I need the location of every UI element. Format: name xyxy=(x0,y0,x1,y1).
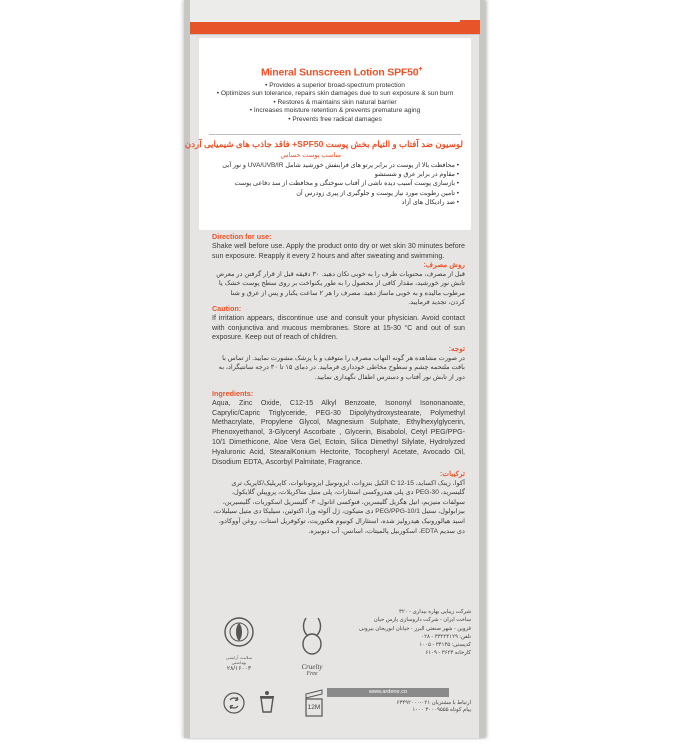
caution-heading: Caution: xyxy=(212,304,242,313)
address-line: کارخانه ۳۶۲۳ - ۶۱۰۹ xyxy=(425,650,471,657)
benefit-item-fa: • بازسازی پوست آسیب دیده ناشی از آفتاب سوختگی و محافظت از سد دفاعی پوست xyxy=(234,180,459,188)
address-line: شرکت زیبایی بهاره بیداری - ۳۲۰ xyxy=(398,609,471,615)
box-left-edge xyxy=(184,0,190,738)
ingredients-text-fa: آکوا، زینک اکساید، C 12-15 الکیل بنزوات، ایزونونیل ایزونونانوات، کاپریلیک/کاپریک تری گلیسرید، PEG-30 دی پلی هیدروکسی استئارات، پلی متیل متاکریلات، پروپیلن گلایکول، سولفات منیزیم، اتیل هگزیل گلیسرین، فنوکسی اتانول، ۳- گلیسریل اسکوربات، گلیسیرین، بیزابولول، ستیل PEG/PPG-10/1 دی متیکون، ژل آلوئه ورا، اکتوئین، سیلیکا دی متیل سیلیلات، اسید هیالورونیک هیدرولیز شده، استئارال کونیوم هکتوریت، توکوفریل استات، روغن آووکادو، دی سدیم EDTA، اسکوربیل پالمیتات، اسانس، آب دیونیزه. xyxy=(213,479,465,535)
open-jar-icon xyxy=(303,688,325,718)
directions-heading: Direction for use: xyxy=(212,232,272,241)
product-title-sup: + xyxy=(418,66,423,73)
product-title xyxy=(261,66,471,79)
manufacturer-address xyxy=(341,608,471,658)
trash-bin-icon xyxy=(257,690,277,716)
ingredients-section xyxy=(212,389,465,467)
directions-section xyxy=(212,232,465,261)
free-label: Free xyxy=(306,671,318,677)
bunny-icon xyxy=(289,614,335,658)
benefit-list-fa xyxy=(205,161,459,207)
divider xyxy=(209,134,461,135)
address-line: قزوین - شهر صنعتی البرز - خیابان ابوریحان بیرونی xyxy=(359,625,471,632)
address-line: ساخت ایران - شرکت داروسازی پارس حیان xyxy=(373,617,471,624)
manufacturer-area xyxy=(199,600,471,726)
ingredients-text: Aqua, Zinc Oxide, C12-15 Alkyl Benzoate, Isononyl Isononanoate, Caprylic/Capric Triglyceride, PEG-30 Dipolyhydroxystearate, Polymethyl Methacrylate, Propylene Glycol, Magnesium Sulphate, Ethylhexylglycerin, Phenoxyethanol, 3-Glyceryl Ascorbate , Glycerin, Bisabolol, Cetyl PEG/PPG-10/1 Dimethicone, Aloe Vera Gel, Ectoin, Silica Dimethyl Silylate, Hydrolyzed Hyaluronic Acid, StearalKonium Hectorite, Tocopheryl Acetate, Avocado Oil, Disodium EDTA, Ascorbyl Palmitate, Fragrance. xyxy=(212,398,465,466)
box-right-edge xyxy=(479,0,485,738)
health-seal xyxy=(219,614,259,672)
contact-line: پیام کوتاه ۳۰۰۰۹۵۵۵ ۱۰۰۰ xyxy=(412,707,471,714)
product-title-text: Mineral Sunscreen Lotion SPF50 xyxy=(261,66,419,79)
benefit-list xyxy=(199,82,471,124)
orange-corner xyxy=(460,20,480,34)
recycle-symbol xyxy=(223,692,245,719)
ingredients-heading-fa: ترکیبات: xyxy=(439,469,465,478)
ingredients-section-fa xyxy=(212,469,465,536)
box-top-flap xyxy=(190,0,480,35)
seal-caption: سلامت آرایشی بهداشتی xyxy=(225,655,253,665)
product-title-fa: لوسیون ضد آفتاب و التیام بخش پوست SPF50+ فاقد جاذب های شیمیایی آردن xyxy=(184,139,463,149)
benefit-item-fa: • مقاوم در برابر عرق و شستشو xyxy=(374,171,459,179)
directions-text: Shake well before use. Apply the product onto dry or wet skin 30 minutes before sun exposure. Reapply it every 2 hours and after sweating and swimming. xyxy=(212,241,465,260)
ingredients-heading: Ingredients: xyxy=(212,389,254,398)
caution-heading-fa: توجه: xyxy=(448,344,465,353)
benefit-item: • Increases moisture retention & prevents premature aging xyxy=(249,107,421,115)
caution-section-fa xyxy=(212,344,465,382)
benefit-item-fa: • تامین رطوبت مورد نیاز پوست و جلوگیری از پیری زودرس آن xyxy=(296,189,459,197)
directions-section-fa xyxy=(212,260,465,308)
directions-heading-fa: روش مصرف: xyxy=(423,260,465,269)
product-subtitle-fa: مناسب پوست حساس xyxy=(280,152,341,159)
benefit-item-fa: • محافظت بالا از پوست در برابر پرتو های فرابنفش خورشید شامل UVA/UVB/IR و نور آبی xyxy=(222,162,459,169)
recycle-icon xyxy=(223,692,245,714)
benefit-item: • Optimizes sun tolerance, repairs skin damages due to sun exposure & sun burn xyxy=(216,90,454,98)
contact-line: ارتباط با مشتریان ۰۲۱-۶۳۴۹۲۰۰۰ xyxy=(396,700,471,706)
health-seal-icon xyxy=(219,614,259,650)
cruelty-label: Cruelty xyxy=(301,663,323,671)
benefit-item: • Provides a superior broad-spectrum protection xyxy=(265,82,405,89)
pao-label: 12M xyxy=(307,704,321,711)
address-line: تلفن: ۳۳۲۲۴۱۲۹ - ۰۲۸ xyxy=(421,633,471,640)
caution-section xyxy=(212,304,465,343)
address-line: کدپستی: ۳۴۱۳۵ - ۱۰۰۵ xyxy=(419,642,471,649)
caution-text-fa: در صورت مشاهده هر گونه التهاب مصرف را متوقف و با پزشک مشورت نمایید. از تماس با بافت ملتحمه چشم و سطوح مخاطی خودداری فرمایید. در دمای ۱۵ تا ۳۰ درجه سانتیگراد، به دور از تابش نور آفتاب و دسترس اطفال نگهداری نمایید. xyxy=(218,354,465,381)
directions-text-fa: قبل از مصرف، محتویات ظرف را به خوبی تکان دهید. ۳۰ دقیقه قبل از قرار گرفتن در معرض تابش نور خورشید، مقدار کافی از محصول را به طور یکنواخت بر روی سطح پوست خشک یا مرطوب مالیده و به خوبی ماساژ دهید. مصرف را هر ۲ ساعت یکبار و پس از عرق و شنا کردن، تجدید فرمایید. xyxy=(216,270,465,307)
seal-number: ۲۸/۱۶۰۰۳ xyxy=(226,666,252,672)
benefit-item: • Restores & maintains skin natural barrier xyxy=(273,98,397,106)
orange-band xyxy=(190,22,480,34)
benefit-item: • Prevents free radical damages xyxy=(288,115,382,123)
benefit-item-fa: • ضد رادیکال های آزاد xyxy=(401,198,459,206)
product-info-panel xyxy=(184,38,471,230)
website: www.ardene.co xyxy=(327,688,449,697)
pao-symbol xyxy=(303,688,325,718)
cruelty-free-badge xyxy=(289,614,335,678)
caution-text: If irritation appears, discontinue use and consult your physician. Avoid contact with conjunctiva and mucous membranes. Store at 15-30 °C and out of sun exposure. Keep out of reach of children. xyxy=(212,313,465,342)
contact-info xyxy=(327,700,471,715)
dispose-symbol xyxy=(257,690,277,721)
